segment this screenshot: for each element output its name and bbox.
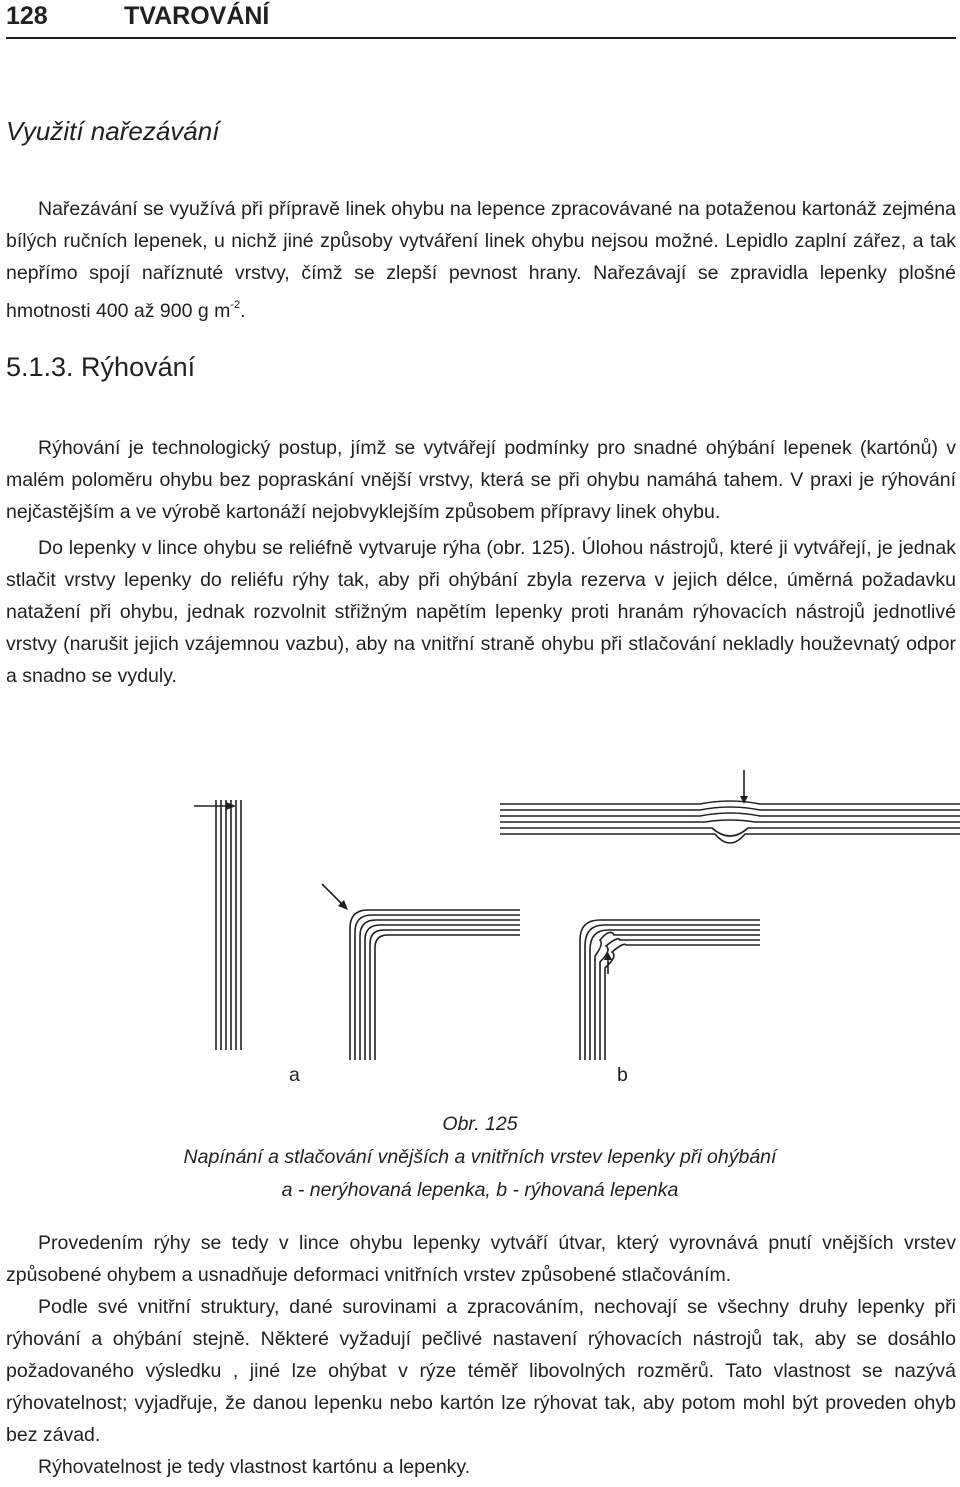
straight-board-a [216, 800, 241, 1050]
grooved-board-b [500, 801, 960, 843]
intro-paragraph [6, 193, 956, 327]
chapter-title: TVAROVÁNÍ [124, 2, 270, 30]
subheading: Využití nařezávání [6, 116, 220, 146]
paragraph: Rýhovatelnost je tedy vlastnost kartónu a lepenky. [38, 1456, 471, 1478]
section-body-1 [6, 432, 956, 692]
paragraph: Rýhování je technologický postup, jímž se vytvářejí podmínky pro snadné ohýbání lepenek (kartónů) v malém poloměru ohybu bez popraskání vnější vrstvy, která se při ohybu namáhá tahem. V praxi je rýhování nejčastějším a ve výrobě kartonáží nejobvyklejším způsobem přípravy linek ohybu. [6, 437, 956, 523]
section-body-2 [6, 1227, 956, 1483]
figure-number: Obr. 125 [442, 1113, 518, 1135]
figure-label-a: a [289, 1064, 300, 1086]
figure-label-b: b [617, 1064, 628, 1086]
paragraph: Provedením rýhy se tedy v lince ohybu lepenky vytváří útvar, který vyrovnává pnutí vnějších vrstev způsobené ohybem a usnadňuje deformaci vnitřních vrstev způsobené stlačováním. [6, 1232, 956, 1286]
page-number: 128 [6, 2, 48, 30]
bending-diagram [0, 760, 960, 1120]
intro-text: Nařezávání se využívá při přípravě linek ohybu na lepence zpracovávané na potaženou kartonáž zejména bílých ručních lepenek, u nichž jiné způsoby vytváření linek ohybu nejsou možné. Lepidlo zaplní zářez, a tak nepřímo spojí naříznuté vrstvy, čímž se zlepší pevnost hrany. Nařezávají se zpravidla lepenky plošné hmotnosti 400 až 900 g m [6, 198, 956, 322]
arrow-a-corner [322, 884, 343, 905]
figure-caption-line1: Napínání a stlačování vnějších a vnitřních vrstev lepenky při ohýbání [183, 1146, 777, 1168]
intro-superscript: -2 [230, 299, 241, 311]
page-header [0, 0, 960, 36]
paragraph: Do lepenky v lince ohybu se reliéfně vytvaruje rýha (obr. 125). Úlohou nástrojů, které ji vytvářejí, je jednak stlačit vrstvy lepenky do reliéfu rýhy tak, aby při ohýbání zbyla rezerva v jejich délce, úměrná požadavku natažení při ohybu, jednak rozvolnit střižným napětím lepenky proti hranám rýhovacích nástrojů jednotlivé vrstvy (narušit jejich vzájemnou vazbu), aby na vnitřní straně ohybu při stlačování nekladly houževnatý odpor a snadno se vyduly. [6, 537, 956, 687]
figure-125 [0, 760, 960, 1120]
bent-grooved-board-b [580, 920, 760, 1060]
intro-tail: . [240, 300, 246, 322]
paragraph: Podle své vnitřní struktury, dané surovinami a zpracováním, nechovají se všechny druhy lepenky při rýhování a ohýbání stejně. Některé vyžadují pečlivé nastavení rýhovacích nástrojů tak, aby se dosáhlo požadovaného výsledku , jiné lze ohýbat v rýze téměř libovolných rozměrů. Tato vlastnost se nazývá rýhovatelnost; vyjadřuje, že danou lepenku nebo kartón lze rýhovat tak, aby potom mohl být proveden ohyb bez závad. [6, 1296, 956, 1446]
section-title: 5.1.3. Rýhování [6, 352, 196, 382]
figure-caption-line2: a - nerýhovaná lepenka, b - rýhovaná lepenka [281, 1179, 679, 1201]
header-rule [6, 37, 956, 39]
bent-board-a [350, 910, 520, 1060]
